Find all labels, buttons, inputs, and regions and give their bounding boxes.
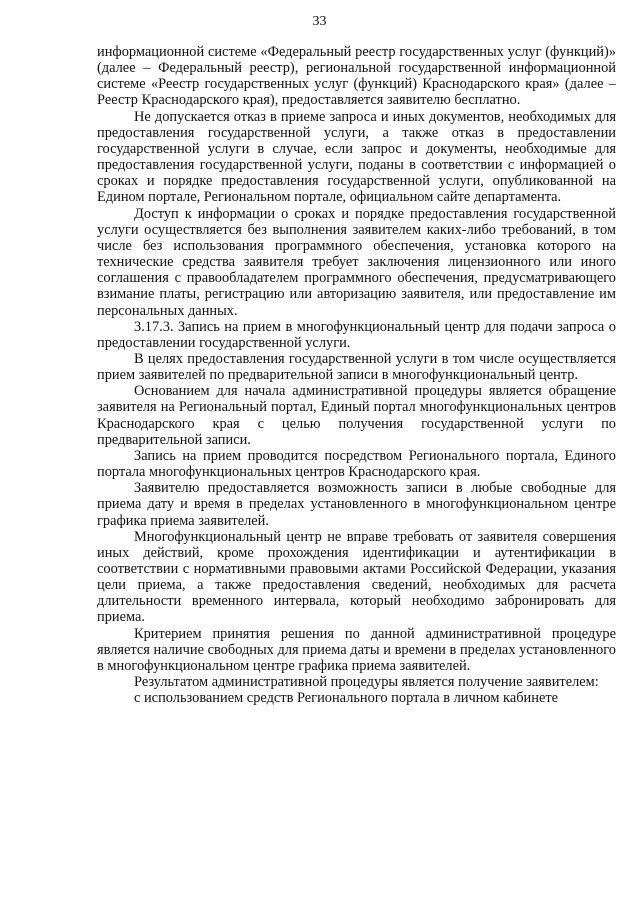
paragraph: Доступ к информации о сроках и порядке предоставления государственной услуги осуществляется без выполнения заявителем каких-либо требований, в том числе без использования программного обеспечения, установка которого на технические средства заявителя требует заключения лицензионного или иного соглашения с правообладателем программного обеспечения, предусматривающего взимание платы, регистрацию или авторизацию заявителя, или предоставление им персональных данных.	[97, 205, 616, 319]
paragraph: Не допускается отказ в приеме запроса и иных документов, необходимых для предоставления государственной услуги, а также отказ в предоставлении государственной услуги в случае, если запрос и документы, необходимые для предоставления государственной услуги, поданы в соответствии с информацией о сроках и порядке предоставления государственной услуги, опубликованной на Едином портале, Региональном портале, официальном сайте департамента.	[97, 108, 616, 206]
paragraph: Критерием принятия решения по данной административной процедуре является наличие свободных для приема даты и времени в пределах установленного в многофункциональном центре графика приема заявителей.	[97, 625, 616, 674]
paragraph: с использованием средств Регионального портала в личном кабинете	[134, 690, 559, 707]
page-number: 33	[312, 14, 327, 29]
paragraph: Заявителю предоставляется возможность записи в любые свободные для приема дату и время в пределах установленного в многофункциональном центре графика приема заявителей.	[97, 480, 616, 529]
paragraph: Запись на прием проводится посредством Регионального портала, Единого портала многофункциональных центров Краснодарского края.	[97, 447, 616, 481]
paragraph: Многофункциональный центр не вправе требовать от заявителя совершения иных действий, кроме прохождения идентификации и аутентификации в соответствии с нормативными правовыми актами Российской Федерации, указания цели приема, а также предоставления сведений, необходимых для расчета длительности временного интервала, который необходимо забронировать для приема.	[97, 528, 616, 626]
paragraph: Результатом административной процедуры является получение заявителем:	[134, 674, 599, 691]
paragraph: информационной системе «Федеральный реестр государственных услуг (функций)» (далее – Федеральный реестр), региональной государственной информационной системе «Реестр государственных услуг (функций) Краснодарского края» (далее – Реестр Краснодарского края), предоставляется заявителю бесплатно.	[97, 44, 616, 109]
paragraph: Основанием для начала административной процедуры является обращение заявителя на Региональный портал, Единый портал многофункциональных центров Краснодарского края с целью получения государственной услуги по предварительной записи.	[97, 383, 616, 448]
paragraph: В целях предоставления государственной услуги в том числе осуществляется прием заявителей по предварительной записи в многофункциональный центр.	[97, 350, 616, 384]
document-body	[97, 44, 616, 706]
section-heading-paragraph: 3.17.3. Запись на прием в многофункциональный центр для подачи запроса о предоставлении государственной услуги.	[97, 318, 616, 351]
